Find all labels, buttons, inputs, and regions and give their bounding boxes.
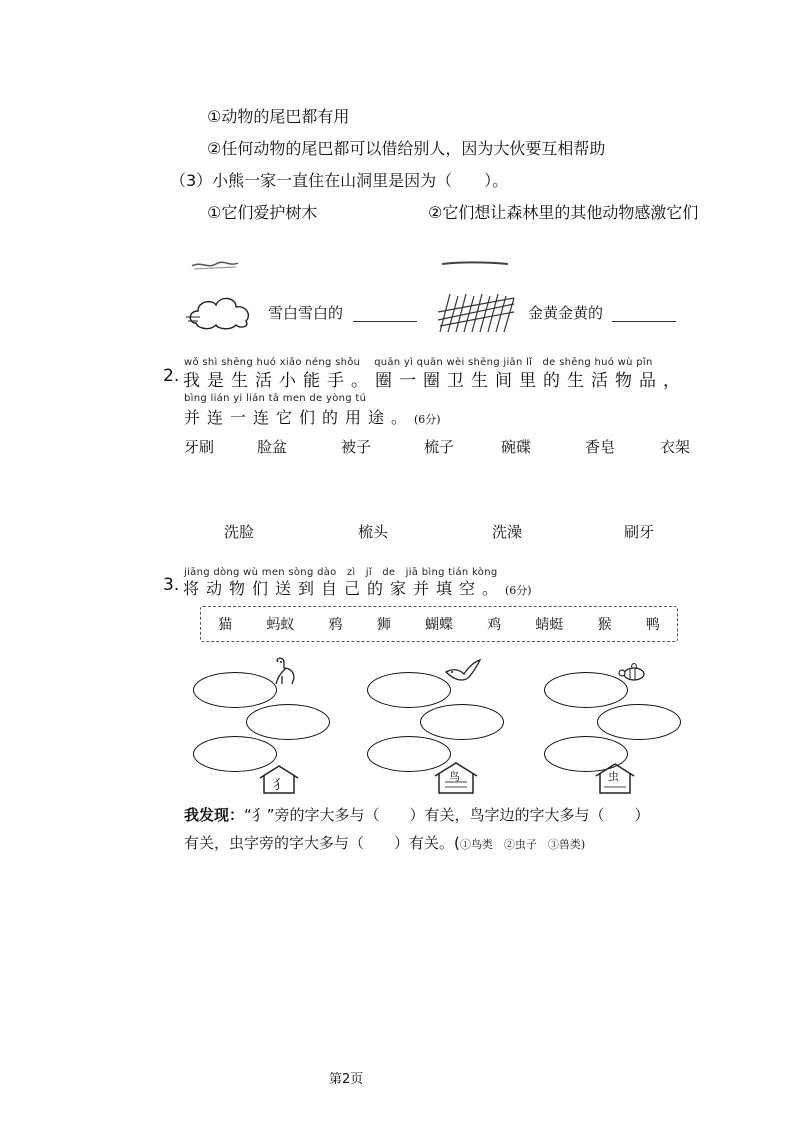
q3-number: 3. (163, 575, 180, 595)
option-protect-trees: ①它们爱护树木 (207, 203, 318, 222)
option-animal-tails-useful: ①动物的尾巴都有用 (207, 107, 350, 126)
discover-options: ①鸟类 ②虫子 ③兽类) (459, 838, 586, 851)
q2-instruction-line1: 我是生活小能手。圈一圈卫生间里的生活物品， (183, 371, 687, 391)
bird-house-label: 鸟 (449, 770, 460, 783)
item-toothbrush[interactable]: 牙刷 (184, 438, 215, 456)
q2-pinyin-line2: bìng lián yi lián tā men de yòng tú (184, 393, 367, 404)
animal-duck[interactable]: 鸭 (645, 617, 660, 633)
page-number: 第2页 (329, 1072, 364, 1087)
scribble-decoration (190, 258, 240, 272)
discover-line2: 有关，虫字旁的字大多与（ ）有关。( (184, 834, 460, 852)
item-washbasin[interactable]: 脸盆 (257, 438, 288, 456)
q3-pinyin: jiāng dòng wù men sòng dào zì jǐ de jiā bìng tián kòng (184, 567, 498, 578)
discover-label: 我发现： (184, 806, 245, 824)
bird-answer-oval-1[interactable] (367, 672, 451, 708)
bird-answer-oval-2[interactable] (420, 704, 504, 740)
dog-icon (270, 656, 298, 686)
use-brush-teeth[interactable]: 刷牙 (624, 523, 655, 541)
item-bowls[interactable]: 碗碟 (501, 438, 532, 456)
q3-score: (6分) (505, 584, 532, 597)
animal-lion[interactable]: 狮 (376, 617, 391, 633)
q2-pinyin-line1: wǒ shì shēng huó xiǎo néng shǒu quān yì quān wèi shēng jiān lǐ de shēng huó wù pǐn (184, 357, 653, 368)
q3-instruction: 将动物们送到自己的家并填空。 (183, 579, 506, 598)
use-comb-hair[interactable]: 梳头 (358, 523, 389, 541)
q2-number: 2. (163, 366, 180, 386)
animal-crow[interactable]: 鸦 (328, 617, 343, 633)
bird-icon (444, 658, 482, 686)
cloud-answer-blank[interactable] (353, 321, 417, 322)
animal-word-strip (200, 606, 678, 642)
cloud-icon (186, 291, 254, 331)
item-comb[interactable]: 梳子 (424, 438, 455, 456)
cloud-phrase: 雪白雪白的 (268, 304, 344, 322)
use-wash-face[interactable]: 洗脸 (224, 523, 255, 541)
insect-answer-oval-1[interactable] (544, 672, 628, 708)
wheat-answer-blank[interactable] (612, 321, 676, 322)
insect-house-label: 虫 (608, 770, 619, 783)
beast-answer-oval-2[interactable] (246, 704, 330, 740)
item-quilt[interactable]: 被子 (341, 438, 372, 456)
animal-chicken[interactable]: 鸡 (487, 617, 502, 633)
q2-instruction-line2: 并连一连它们的用途。 (184, 408, 415, 427)
animal-dragonfly[interactable]: 蜻蜓 (535, 617, 564, 633)
beast-answer-oval-1[interactable] (193, 672, 277, 708)
use-bath[interactable]: 洗澡 (492, 523, 523, 541)
beast-house-label: 犭 (273, 778, 287, 793)
scribble-decoration (440, 260, 510, 268)
option-lend-tails: ②任何动物的尾巴都可以借给别人，因为大伙要互相帮助 (207, 139, 606, 158)
item-soap[interactable]: 香皂 (585, 438, 616, 456)
q2-score: (6分) (414, 413, 441, 426)
insect-answer-oval-2[interactable] (597, 704, 681, 740)
wheat-icon (434, 290, 518, 334)
animal-monkey[interactable]: 猴 (597, 617, 612, 633)
discover-line1: “犭”旁的字大多与（ ）有关，鸟字边的字大多与（ ） (244, 806, 650, 824)
animal-ant[interactable]: 蚂蚁 (266, 617, 295, 633)
wheat-phrase: 金黄金黄的 (528, 304, 604, 322)
question-3-bear-family: （3）小熊一家一直住在山洞里是因为（ ）。 (170, 171, 509, 190)
option-grateful-animals: ②它们想让森林里的其他动物感激它们 (428, 203, 699, 222)
animal-butterfly[interactable]: 蝴蝶 (424, 617, 453, 633)
animal-cat[interactable]: 猫 (218, 617, 233, 633)
item-hanger[interactable]: 衣架 (660, 438, 691, 456)
